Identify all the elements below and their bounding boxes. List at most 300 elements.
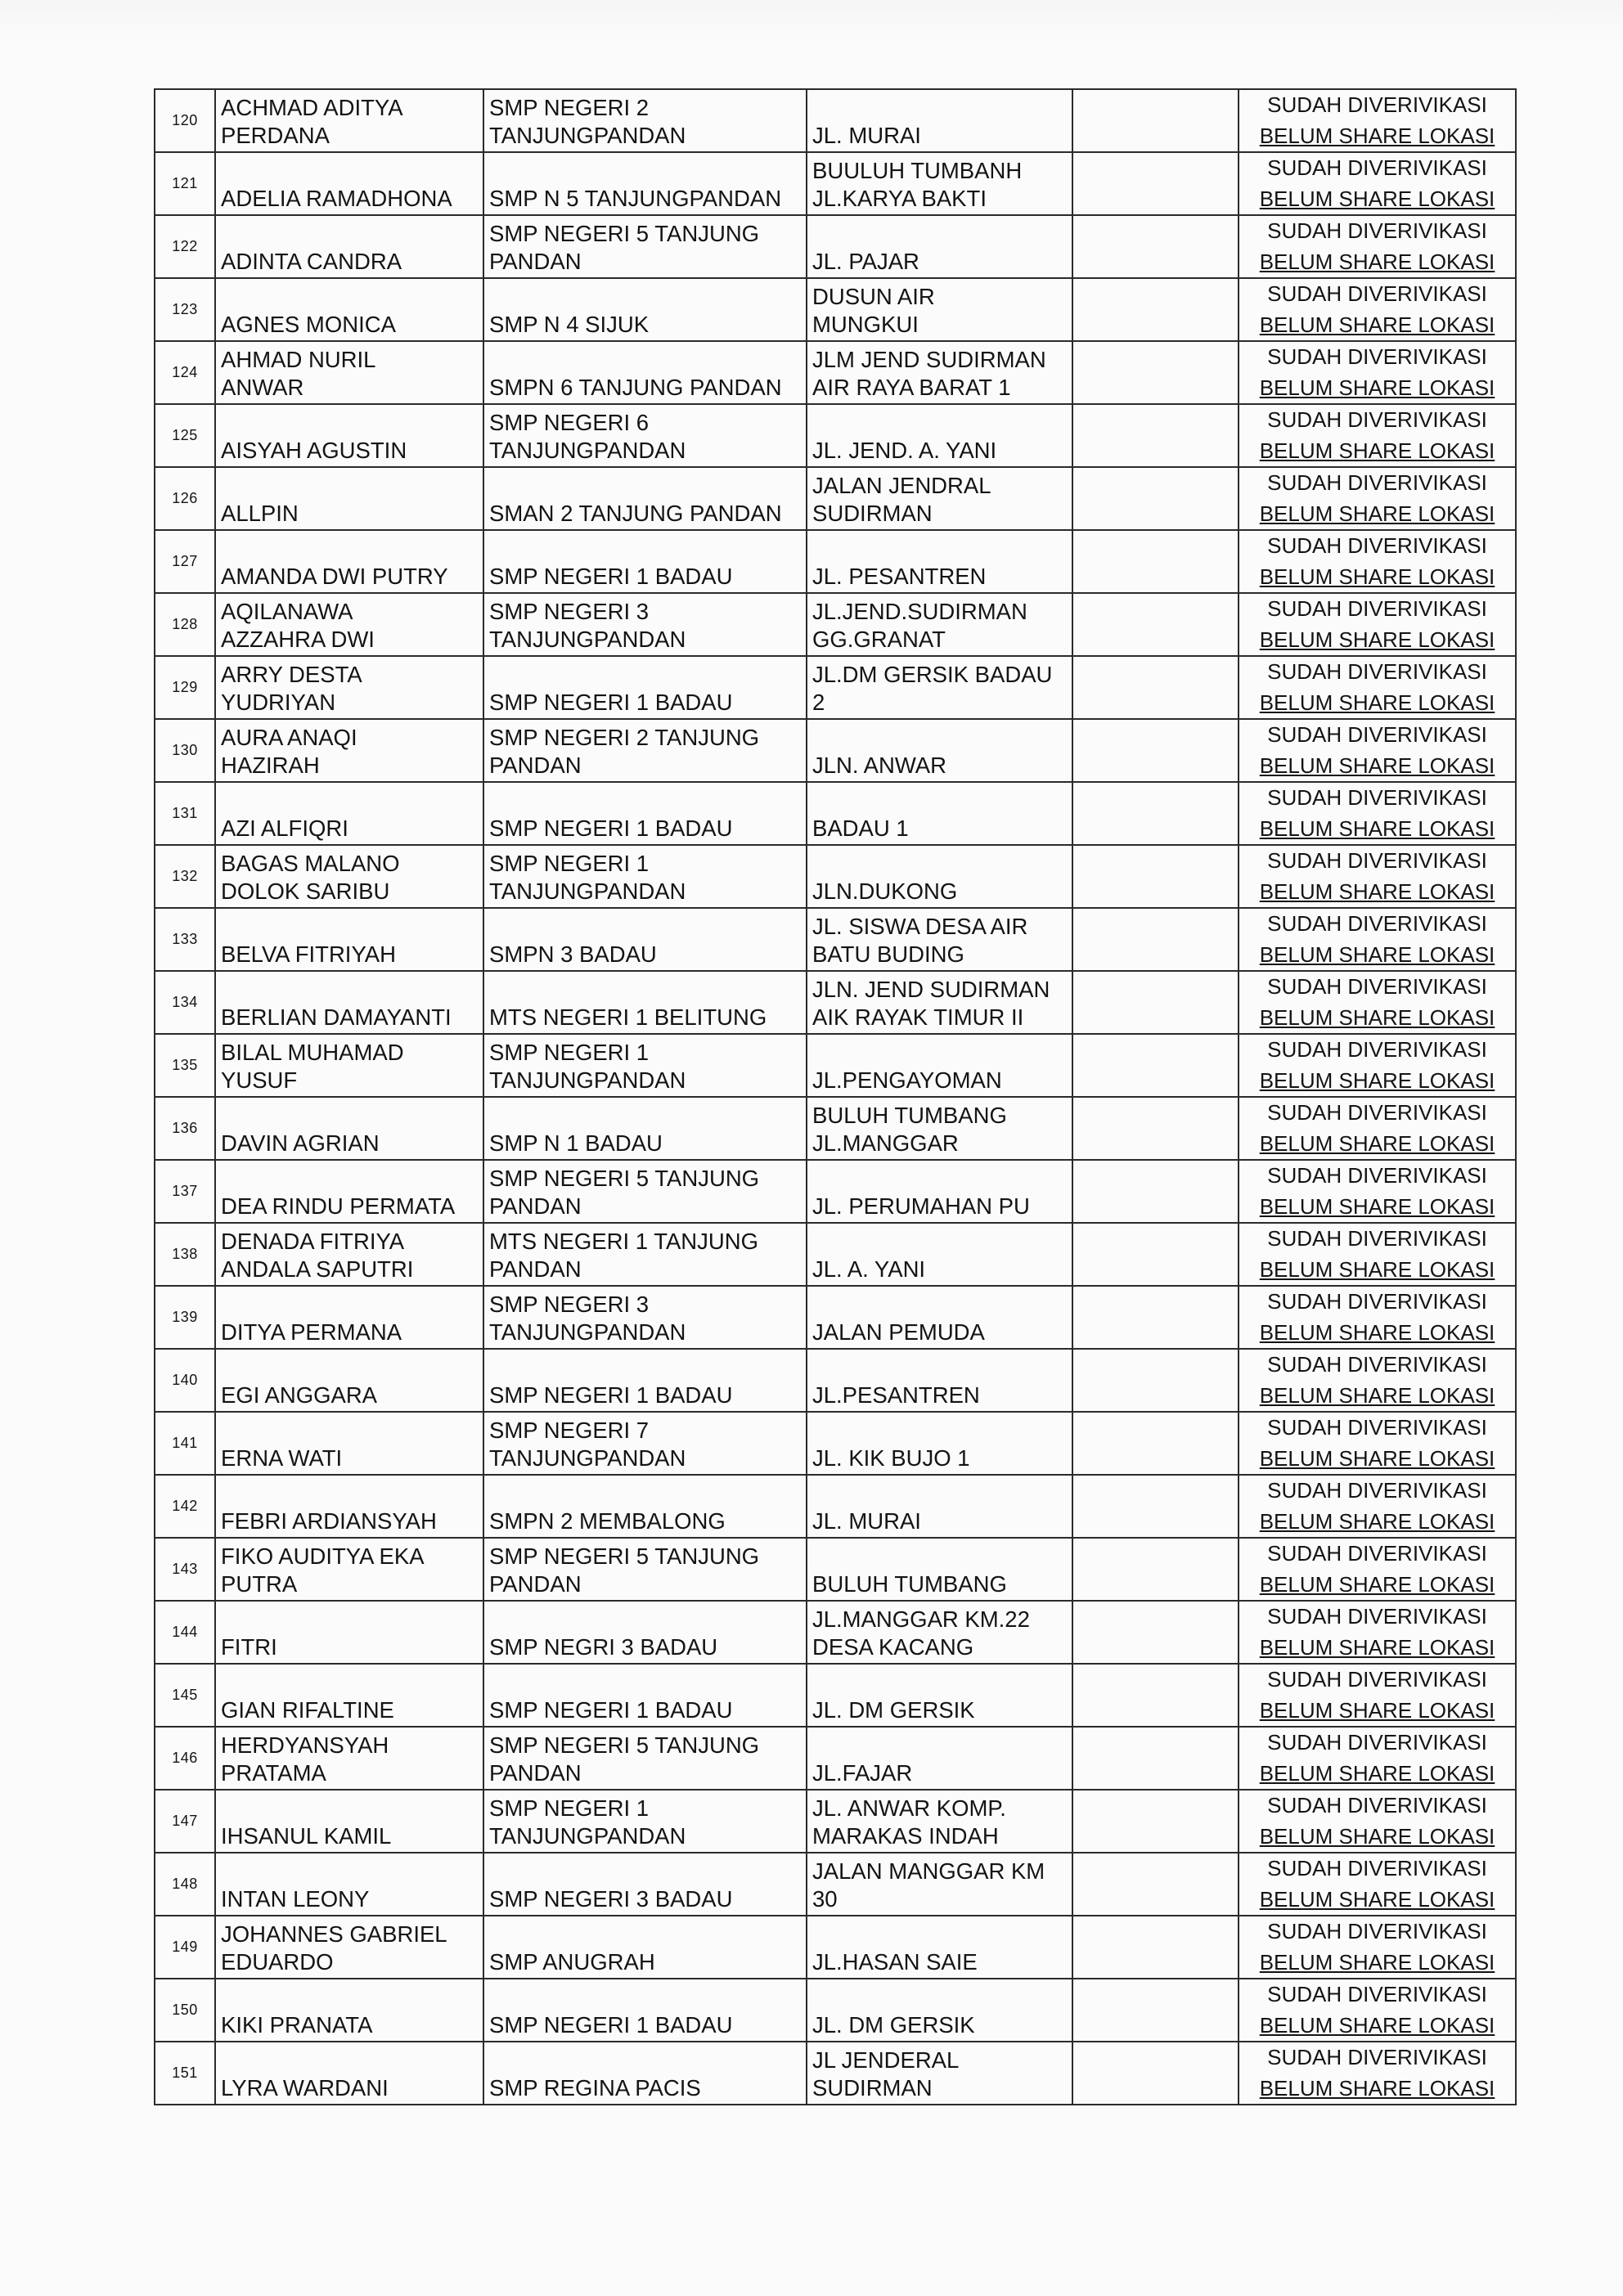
row-number (155, 1916, 215, 1979)
row-number-text: 145 (172, 1687, 198, 1703)
school-cell (483, 1097, 807, 1160)
status-location-text: BELUM SHARE LOKASI (1259, 2076, 1495, 2101)
school-line-1: SMP NEGERI 2 (489, 95, 650, 120)
school-line-2: SMP REGINA PACIS (489, 2075, 701, 2101)
status-cell (1239, 1223, 1516, 1286)
address-line-1: JL.DM GERSIK BADAU (812, 662, 1053, 687)
address-cell (807, 1790, 1072, 1853)
status-verified-text: SUDAH DIVERIVIKASI (1267, 659, 1487, 684)
status-verified-text: SUDAH DIVERIVIKASI (1267, 596, 1487, 621)
school-line-2: TANJUNGPANDAN (489, 123, 686, 148)
school-line-2: SMP NEGERI 1 BADAU (489, 1382, 733, 1408)
school-cell (483, 1538, 807, 1601)
student-name-line-1: AURA ANAQI (221, 725, 357, 750)
address-line-2: 30 (812, 1886, 838, 1912)
student-name-cell (215, 278, 483, 341)
status-location-text: BELUM SHARE LOKASI (1259, 879, 1495, 904)
student-name-cell (215, 1853, 483, 1916)
status-cell (1239, 341, 1516, 404)
status-verified-text: SUDAH DIVERIVIKASI (1267, 281, 1487, 306)
school-cell (483, 908, 807, 971)
status-verified-text: SUDAH DIVERIVIKASI (1267, 1289, 1487, 1314)
address-line-1: JLM JEND SUDIRMAN (812, 347, 1046, 372)
student-name-cell (215, 593, 483, 656)
student-name-cell (215, 341, 483, 404)
school-cell (483, 1916, 807, 1979)
empty-cell (1072, 971, 1239, 1034)
empty-cell (1072, 1034, 1239, 1097)
address-line-2: JL. MURAI (812, 123, 921, 148)
row-number-text: 127 (172, 553, 198, 569)
status-verified-text: SUDAH DIVERIVIKASI (1267, 344, 1487, 369)
status-cell (1239, 1160, 1516, 1223)
address-line-2: MUNGKUI (812, 312, 919, 337)
school-line-2: SMP NEGERI 1 BADAU (489, 2012, 733, 2038)
address-line-2: JLN.DUKONG (812, 878, 958, 904)
student-name-cell (215, 1475, 483, 1538)
address-line-2: JALAN PEMUDA (812, 1319, 985, 1345)
school-line-1: SMP NEGERI 1 (489, 1795, 650, 1821)
student-name-line-2: EGI ANGGARA (221, 1382, 378, 1408)
school-cell (483, 845, 807, 908)
row-number-text: 147 (172, 1813, 198, 1829)
row-number-text: 129 (172, 679, 198, 695)
student-name-cell (215, 1727, 483, 1790)
school-cell (483, 719, 807, 782)
empty-cell (1072, 1160, 1239, 1223)
status-location-text: BELUM SHARE LOKASI (1259, 312, 1495, 337)
student-name-line-2: PUTRA (221, 1571, 298, 1597)
empty-cell (1072, 1979, 1239, 2042)
row-number-text: 131 (172, 805, 198, 821)
student-name-cell (215, 1412, 483, 1475)
row-number (155, 1727, 215, 1790)
row-number-text: 141 (172, 1435, 198, 1451)
address-line-1: BUULUH TUMBANH (812, 158, 1023, 183)
row-number (155, 530, 215, 593)
school-line-1: MTS NEGERI 1 TANJUNG (489, 1229, 759, 1254)
student-name-line-1: HERDYANSYAH (221, 1732, 389, 1758)
row-number-text: 124 (172, 364, 198, 380)
address-line-2: MARAKAS INDAH (812, 1823, 999, 1849)
address-cell (807, 89, 1072, 152)
address-line-2: JL.HASAN SAIE (812, 1949, 978, 1975)
status-cell (1239, 152, 1516, 215)
student-name-line-2: ADELIA RAMADHONA (221, 186, 452, 211)
school-cell (483, 1412, 807, 1475)
student-name-line-2: AZZAHRA DWI (221, 627, 375, 652)
address-cell (807, 341, 1072, 404)
status-cell (1239, 2042, 1516, 2105)
school-line-2: TANJUNGPANDAN (489, 878, 686, 904)
student-name-cell (215, 89, 483, 152)
address-cell (807, 1664, 1072, 1727)
address-cell (807, 656, 1072, 719)
school-cell (483, 152, 807, 215)
school-line-2: SMAN 2 TANJUNG PANDAN (489, 501, 782, 526)
address-line-2: JL. DM GERSIK (812, 2012, 975, 2038)
empty-cell (1072, 1286, 1239, 1349)
student-name-cell (215, 656, 483, 719)
row-number-text: 138 (172, 1246, 198, 1262)
address-cell (807, 1538, 1072, 1601)
status-location-text: BELUM SHARE LOKASI (1259, 249, 1495, 274)
student-name-line-2: HAZIRAH (221, 753, 320, 778)
table-row (155, 908, 1516, 971)
school-cell (483, 593, 807, 656)
address-cell (807, 1916, 1072, 1979)
address-line-2: JL. A. YANI (812, 1256, 926, 1282)
status-cell (1239, 530, 1516, 593)
table-row (155, 1916, 1516, 1979)
row-number-text: 149 (172, 1939, 198, 1955)
status-cell (1239, 1916, 1516, 1979)
empty-cell (1072, 2042, 1239, 2105)
address-line-2: SUDIRMAN (812, 2075, 933, 2101)
status-location-text: BELUM SHARE LOKASI (1259, 1572, 1495, 1597)
table-row (155, 1979, 1516, 2042)
address-line-2: JL.FAJAR (812, 1760, 913, 1786)
status-cell (1239, 467, 1516, 530)
row-number (155, 1223, 215, 1286)
address-cell (807, 1349, 1072, 1412)
address-cell (807, 278, 1072, 341)
status-location-text: BELUM SHARE LOKASI (1259, 501, 1495, 526)
row-number (155, 593, 215, 656)
address-line-2: JL.PESANTREN (812, 1382, 980, 1408)
empty-cell (1072, 1664, 1239, 1727)
table-row (155, 845, 1516, 908)
status-location-text: BELUM SHARE LOKASI (1259, 942, 1495, 967)
address-line-2: JL. PESANTREN (812, 564, 987, 589)
status-verified-text: SUDAH DIVERIVIKASI (1267, 1226, 1487, 1251)
school-line-2: SMP ANUGRAH (489, 1949, 655, 1975)
table-row (155, 1853, 1516, 1916)
status-cell (1239, 845, 1516, 908)
status-location-text: BELUM SHARE LOKASI (1259, 375, 1495, 400)
address-line-2: AIR RAYA BARAT 1 (812, 375, 1011, 400)
school-cell (483, 1601, 807, 1664)
row-number (155, 89, 215, 152)
table-row (155, 971, 1516, 1034)
school-cell (483, 782, 807, 845)
school-cell (483, 278, 807, 341)
row-number (155, 1349, 215, 1412)
school-line-2: TANJUNGPANDAN (489, 1319, 686, 1345)
status-verified-text: SUDAH DIVERIVIKASI (1267, 785, 1487, 810)
student-name-cell (215, 1538, 483, 1601)
school-line-1: SMP NEGERI 5 TANJUNG (489, 221, 760, 246)
empty-cell (1072, 1916, 1239, 1979)
address-cell (807, 1223, 1072, 1286)
school-line-2: SMPN 6 TANJUNG PANDAN (489, 375, 782, 400)
empty-cell (1072, 1601, 1239, 1664)
empty-cell (1072, 467, 1239, 530)
status-verified-text: SUDAH DIVERIVIKASI (1267, 974, 1487, 999)
status-verified-text: SUDAH DIVERIVIKASI (1267, 1100, 1487, 1125)
row-number (155, 1097, 215, 1160)
row-number-text: 123 (172, 301, 198, 317)
school-line-1: SMP NEGERI 5 TANJUNG (489, 1166, 760, 1191)
row-number-text: 150 (172, 2002, 198, 2018)
status-location-text: BELUM SHARE LOKASI (1259, 2013, 1495, 2038)
student-name-line-2: DITYA PERMANA (221, 1319, 402, 1345)
address-line-1: BULUH TUMBANG (812, 1103, 1007, 1128)
student-name-line-2: PRATAMA (221, 1760, 326, 1786)
empty-cell (1072, 89, 1239, 152)
status-cell (1239, 89, 1516, 152)
address-cell (807, 2042, 1072, 2105)
row-number-text: 128 (172, 616, 198, 632)
table-row (155, 1286, 1516, 1349)
address-cell (807, 152, 1072, 215)
row-number-text: 120 (172, 112, 198, 128)
status-verified-text: SUDAH DIVERIVIKASI (1267, 1667, 1487, 1692)
empty-cell (1072, 656, 1239, 719)
school-cell (483, 656, 807, 719)
status-verified-text: SUDAH DIVERIVIKASI (1267, 1730, 1487, 1755)
empty-cell (1072, 782, 1239, 845)
school-line-2: SMP NEGERI 1 BADAU (489, 816, 733, 841)
student-name-line-1: AQILANAWA (221, 599, 353, 624)
table-body (155, 89, 1516, 2105)
row-number-text: 146 (172, 1750, 198, 1766)
school-cell (483, 1727, 807, 1790)
address-line-2: JLN. ANWAR (812, 753, 947, 778)
row-number (155, 467, 215, 530)
status-cell (1239, 278, 1516, 341)
status-location-text: BELUM SHARE LOKASI (1259, 1068, 1495, 1093)
school-line-1: SMP NEGERI 7 (489, 1418, 650, 1443)
school-line-2: SMP NEGRI 3 BADAU (489, 1634, 718, 1660)
status-verified-text: SUDAH DIVERIVIKASI (1267, 1793, 1487, 1817)
student-name-line-2: ADINTA CANDRA (221, 249, 402, 274)
student-name-line-1: BILAL MUHAMAD (221, 1040, 404, 1065)
student-name-line-2: DAVIN AGRIAN (221, 1130, 380, 1156)
table-row (155, 1160, 1516, 1223)
school-line-2: SMP N 5 TANJUNGPANDAN (489, 186, 782, 211)
school-line-1: SMP NEGERI 3 (489, 599, 650, 624)
school-cell (483, 1790, 807, 1853)
status-location-text: BELUM SHARE LOKASI (1259, 438, 1495, 463)
status-location-text: BELUM SHARE LOKASI (1259, 1887, 1495, 1912)
student-name-line-2: DEA RINDU PERMATA (221, 1193, 456, 1219)
school-line-2: TANJUNGPANDAN (489, 1445, 686, 1471)
status-location-text: BELUM SHARE LOKASI (1259, 1383, 1495, 1408)
address-line-2: JL. PERUMAHAN PU (812, 1193, 1030, 1219)
student-name-cell (215, 719, 483, 782)
school-line-1: SMP NEGERI 3 (489, 1292, 650, 1317)
empty-cell (1072, 215, 1239, 278)
address-cell (807, 530, 1072, 593)
row-number (155, 278, 215, 341)
row-number (155, 656, 215, 719)
school-line-2: TANJUNGPANDAN (489, 627, 686, 652)
student-name-line-2: AISYAH AGUSTIN (221, 438, 407, 463)
address-cell (807, 1034, 1072, 1097)
student-name-line-2: ANWAR (221, 375, 304, 400)
row-number (155, 152, 215, 215)
student-name-line-2: YUSUF (221, 1067, 298, 1093)
status-location-text: BELUM SHARE LOKASI (1259, 1509, 1495, 1534)
student-name-cell (215, 1979, 483, 2042)
student-name-line-2: FEBRI ARDIANSYAH (221, 1508, 437, 1534)
student-name-cell (215, 845, 483, 908)
row-number (155, 908, 215, 971)
student-name-cell (215, 1160, 483, 1223)
school-line-2: MTS NEGERI 1 BELITUNG (489, 1004, 767, 1030)
address-cell (807, 1097, 1072, 1160)
student-name-line-1: ARRY DESTA (221, 662, 362, 687)
table-row (155, 341, 1516, 404)
school-line-2: SMP N 4 SIJUK (489, 312, 650, 337)
student-name-cell (215, 971, 483, 1034)
student-name-line-2: AGNES MONICA (221, 312, 396, 337)
student-name-line-2: INTAN LEONY (221, 1886, 370, 1912)
status-cell (1239, 1979, 1516, 2042)
status-location-text: BELUM SHARE LOKASI (1259, 1320, 1495, 1345)
school-cell (483, 404, 807, 467)
status-cell (1239, 1601, 1516, 1664)
row-number (155, 719, 215, 782)
status-cell (1239, 1727, 1516, 1790)
student-name-cell (215, 404, 483, 467)
row-number (155, 1664, 215, 1727)
empty-cell (1072, 1538, 1239, 1601)
student-name-line-2: LYRA WARDANI (221, 2075, 389, 2101)
address-cell (807, 971, 1072, 1034)
row-number (155, 215, 215, 278)
row-number-text: 148 (172, 1876, 198, 1892)
school-line-1: SMP NEGERI 1 (489, 1040, 650, 1065)
status-cell (1239, 908, 1516, 971)
status-cell (1239, 404, 1516, 467)
address-cell (807, 782, 1072, 845)
status-verified-text: SUDAH DIVERIVIKASI (1267, 2045, 1487, 2069)
row-number (155, 1286, 215, 1349)
status-verified-text: SUDAH DIVERIVIKASI (1267, 911, 1487, 936)
row-number (155, 782, 215, 845)
status-cell (1239, 1034, 1516, 1097)
address-line-1: JL.JEND.SUDIRMAN (812, 599, 1027, 624)
status-cell (1239, 1790, 1516, 1853)
row-number (155, 404, 215, 467)
address-line-1: JL. ANWAR KOMP. (812, 1795, 1006, 1821)
school-line-1: SMP NEGERI 6 (489, 410, 650, 435)
address-line-2: AIK RAYAK TIMUR II (812, 1004, 1024, 1030)
student-name-cell (215, 1916, 483, 1979)
status-location-text: BELUM SHARE LOKASI (1259, 1635, 1495, 1660)
address-line-2: GG.GRANAT (812, 627, 946, 652)
status-verified-text: SUDAH DIVERIVIKASI (1267, 155, 1487, 180)
empty-cell (1072, 1727, 1239, 1790)
empty-cell (1072, 1475, 1239, 1538)
student-name-line-2: AZI ALFIQRI (221, 816, 348, 841)
student-name-cell (215, 152, 483, 215)
row-number-text: 151 (172, 2065, 198, 2081)
status-verified-text: SUDAH DIVERIVIKASI (1267, 1478, 1487, 1503)
address-line-2: JL. KIK BUJO 1 (812, 1445, 970, 1471)
address-line-2: BATU BUDING (812, 941, 964, 967)
table-row (155, 404, 1516, 467)
status-verified-text: SUDAH DIVERIVIKASI (1267, 92, 1487, 117)
status-cell (1239, 1853, 1516, 1916)
school-line-2: TANJUNGPANDAN (489, 438, 686, 463)
status-verified-text: SUDAH DIVERIVIKASI (1267, 722, 1487, 747)
status-verified-text: SUDAH DIVERIVIKASI (1267, 1982, 1487, 2006)
school-line-2: PANDAN (489, 1571, 582, 1597)
row-number (155, 1412, 215, 1475)
status-cell (1239, 215, 1516, 278)
table-row (155, 1727, 1516, 1790)
status-location-text: BELUM SHARE LOKASI (1259, 1824, 1495, 1849)
school-line-2: SMP N 1 BADAU (489, 1130, 663, 1156)
row-number-text: 144 (172, 1624, 198, 1640)
row-number-text: 133 (172, 931, 198, 947)
school-line-2: PANDAN (489, 753, 582, 778)
student-name-cell (215, 1664, 483, 1727)
student-name-line-1: ACHMAD ADITYA (221, 95, 403, 120)
table-row (155, 719, 1516, 782)
address-line-1: JL. SISWA DESA AIR (812, 914, 1028, 939)
student-name-cell (215, 782, 483, 845)
row-number (155, 1160, 215, 1223)
status-cell (1239, 782, 1516, 845)
status-cell (1239, 1412, 1516, 1475)
school-cell (483, 1223, 807, 1286)
empty-cell (1072, 341, 1239, 404)
table-row (155, 593, 1516, 656)
address-cell (807, 719, 1072, 782)
student-name-cell (215, 215, 483, 278)
status-verified-text: SUDAH DIVERIVIKASI (1267, 1415, 1487, 1440)
school-line-2: SMP NEGERI 1 BADAU (489, 1697, 733, 1723)
status-cell (1239, 719, 1516, 782)
address-cell (807, 1160, 1072, 1223)
row-number-text: 135 (172, 1057, 198, 1073)
address-cell (807, 1475, 1072, 1538)
status-verified-text: SUDAH DIVERIVIKASI (1267, 1919, 1487, 1943)
school-line-2: SMPN 2 MEMBALONG (489, 1508, 726, 1534)
student-name-line-1: DENADA FITRIYA (221, 1229, 405, 1254)
school-line-2: TANJUNGPANDAN (489, 1067, 686, 1093)
school-cell (483, 1664, 807, 1727)
school-cell (483, 1853, 807, 1916)
student-name-line-2: BELVA FITRIYAH (221, 941, 396, 967)
student-name-cell (215, 1223, 483, 1286)
status-verified-text: SUDAH DIVERIVIKASI (1267, 1604, 1487, 1629)
status-location-text: BELUM SHARE LOKASI (1259, 1194, 1495, 1219)
address-cell (807, 593, 1072, 656)
status-cell (1239, 1349, 1516, 1412)
status-verified-text: SUDAH DIVERIVIKASI (1267, 1856, 1487, 1880)
school-line-2: SMP NEGERI 1 BADAU (489, 564, 733, 589)
student-name-cell (215, 467, 483, 530)
table-row (155, 1097, 1516, 1160)
table-row (155, 2042, 1516, 2105)
status-cell (1239, 971, 1516, 1034)
student-name-line-2: IHSANUL KAMIL (221, 1823, 392, 1849)
student-name-cell (215, 1349, 483, 1412)
empty-cell (1072, 404, 1239, 467)
address-cell (807, 1727, 1072, 1790)
school-cell (483, 2042, 807, 2105)
student-name-line-2: PERDANA (221, 123, 330, 148)
address-line-2: DESA KACANG (812, 1634, 974, 1660)
student-name-line-1: AHMAD NURIL (221, 347, 376, 372)
student-name-cell (215, 1034, 483, 1097)
status-verified-text: SUDAH DIVERIVIKASI (1267, 218, 1487, 243)
